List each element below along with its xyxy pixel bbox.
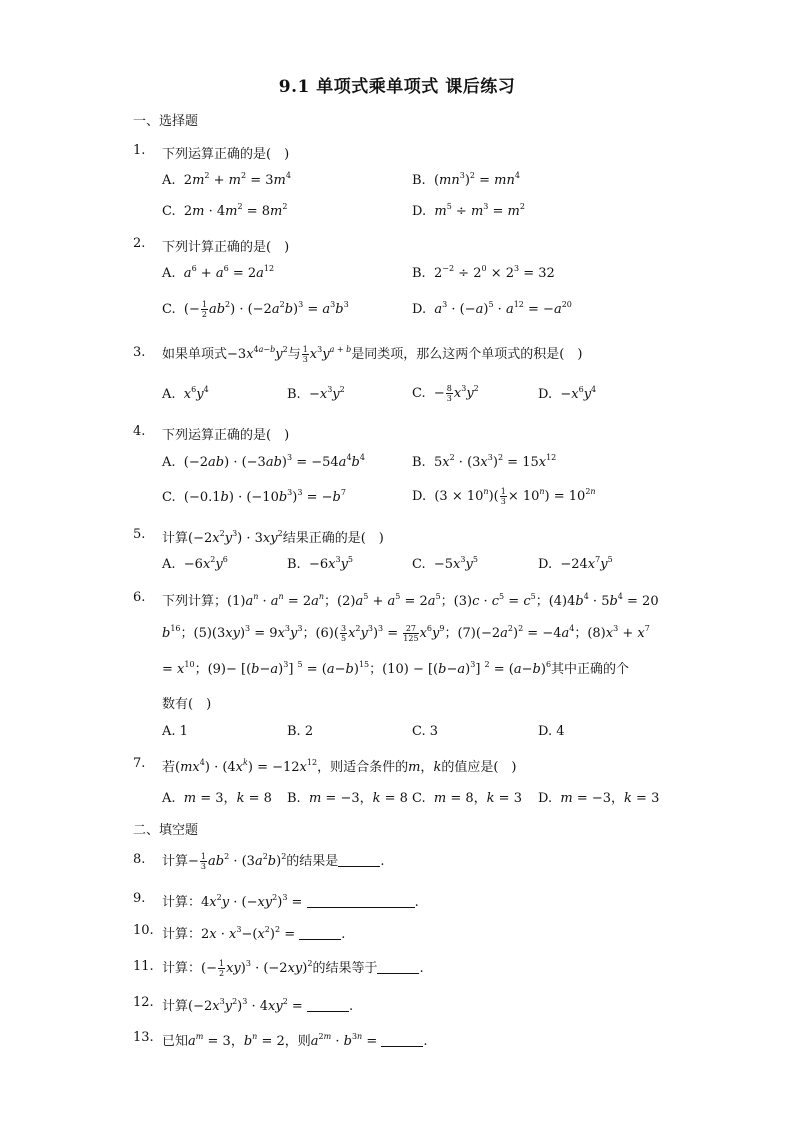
q9-number: 9. <box>133 891 146 906</box>
q13-mid: ， <box>230 1034 244 1049</box>
q4-option-d: D. $(3 \times 10^n)$( $\frac{1}{3}$ × $10^n) = 10^{2n}$ <box>412 487 596 506</box>
section-fill-heading: 二、填空题 <box>133 823 199 838</box>
q5-stem-post: 结果正确的是( ) <box>282 531 384 546</box>
q7-option-d: D. m = −3，k = 3 <box>538 791 660 806</box>
q8-number: 8. <box>133 852 146 867</box>
q7-stem-end: 的值应是( ) <box>441 760 517 775</box>
q2-number: 2. <box>133 236 146 251</box>
q5-option-c: C. $-5x^3y^5$ <box>412 555 478 572</box>
q7-stem: 若$(mx^4) \cdot (4x^k) = -12x^{12}$，则适合条件的m，k的值应是( ) <box>162 758 517 775</box>
q5-option-a: A. $-6x^2y^6$ <box>162 555 228 572</box>
q10-pre: 计算： <box>162 927 202 942</box>
q8-pre: 计算 <box>162 854 189 869</box>
q11-post: 的结果等于 <box>312 961 378 976</box>
q4-option-c: C. $(-0.1b) \cdot (-10b^3)^3 = -b^7$ <box>162 488 346 505</box>
q11-answer-blank[interactable] <box>377 961 419 974</box>
q2-option-b: B. $2^{-2} \div 2^0 \times 2^3 = 32$ <box>412 264 555 281</box>
q13-number: 13. <box>133 1030 154 1045</box>
q1-number: 1. <box>133 143 146 158</box>
q10-stem: 计算：$2x \cdot x^3-(x^2)^2$ = . <box>162 925 346 942</box>
q6-option-d: D. 4 <box>538 724 565 739</box>
q12-pre: 计算 <box>162 999 189 1014</box>
q6-line3: = $x^{10}$；$(9)- [(b-a)^3] ^5 = (a-b)^{15}$；$(10) - [(b-a)^3] ^2 = (a-b)^6$其中正确的个 <box>162 660 630 677</box>
q6-stem-pre: 下列计算； <box>162 594 228 609</box>
q7-option-b: B. m = −3，k = 8 <box>287 791 408 806</box>
q2-option-a: A. $a^6 + a^6 = 2a^{12}$ <box>162 264 275 281</box>
q8-post: 的结果是 <box>286 854 339 869</box>
q6-last-line: 数有( ) <box>162 697 212 712</box>
q3-stem: 如果单项式$-3x^{4a-b}y^2$与 $\frac{1}{3}$ $x^3y^{a + b}$是同类项，那么这两个单项式的积是( ) <box>162 345 583 364</box>
q13-pre: 已知 <box>162 1034 189 1049</box>
q1-option-a: A. $2m^2 + m^2 = 3m^4$ <box>162 171 291 188</box>
q5-option-d: D. $-24x^7y^5$ <box>538 555 613 572</box>
q5-stem: 计算$(-2x^2y^3) \cdot 3xy^2$结果正确的是( ) <box>162 529 384 546</box>
q11-stem: 计算：(− $\frac{1}{2}$ $xy)^3 \cdot (-2xy)^2$的结果等于 . <box>162 959 424 978</box>
q10-number: 10. <box>133 923 154 938</box>
q6-option-a: A. 1 <box>162 724 188 739</box>
q10-answer-blank[interactable] <box>299 927 341 940</box>
q6-line1: 下列计算；$(1)a^n \cdot a^n = 2a^n$；$(2)a^5 + a^5 = 2a^5$；$(3)c \cdot c^5 = c^5$；$(4)4b^4 \cdot 5b^4 = 20$ <box>162 592 659 609</box>
q2-stem: 下列计算正确的是( ) <box>162 240 290 255</box>
q12-number: 12. <box>133 995 154 1010</box>
q6-line2: $b^{16}$；$(5)(3xy)^3 = 9x^3y^3$；(6)( $\frac{3}{5}$ $x^2y^3)^3$ = $\frac{27}{125}$ $x^6y^9$；$(7)(-2a^2)^2 = -4a^4$；$(8)x^3 + x^7$ <box>162 624 650 643</box>
q4-option-a: A. $(-2ab) \cdot (-3ab)^3 = -54a^4b^4$ <box>162 453 365 470</box>
q5-number: 5. <box>133 527 146 542</box>
q3-option-a: A. $x^6y^4$ <box>162 385 209 402</box>
q9-end: . <box>414 895 419 910</box>
q5-option-b: B. $-6x^3y^5$ <box>287 555 354 572</box>
q13-end: . <box>423 1034 428 1049</box>
q7-option-c: C. m = 8，k = 3 <box>412 791 522 806</box>
q7-option-a: A. m = 3，k = 8 <box>162 791 272 806</box>
q11-end: . <box>419 961 424 976</box>
q3-stem-mid: 与 <box>287 347 301 362</box>
q8-end: . <box>380 854 385 869</box>
q3-option-b: B. $-x^3y^2$ <box>287 385 345 402</box>
q3-option-c: C. − $\frac{8}{3}$ $x^3y^2$ <box>412 384 479 403</box>
section-choice-heading: 一、选择题 <box>133 114 199 129</box>
q13-answer-blank[interactable] <box>381 1034 423 1047</box>
q7-stem-post: ，则适合条件的 <box>317 760 409 775</box>
q6-option-c: C. 3 <box>412 724 439 739</box>
q3-stem-post: 是同类项，那么这两个单项式的积是( ) <box>351 347 583 362</box>
q10-end: . <box>341 927 346 942</box>
q3-option-d: D. $-x^6y^4$ <box>538 385 597 402</box>
q4-option-b: B. $5x^2 \cdot (3x^3)^2 = 15x^{12}$ <box>412 453 557 470</box>
q9-answer-blank[interactable] <box>307 895 415 908</box>
q4-number: 4. <box>133 424 146 439</box>
q4-stem: 下列运算正确的是( ) <box>162 428 290 443</box>
q6-option-b: B. 2 <box>287 724 314 739</box>
q11-pre: 计算： <box>162 961 202 976</box>
q9-stem: 计算：$4x^2y \cdot (-xy^2)^3$ = . <box>162 893 419 910</box>
q12-end: . <box>348 999 354 1014</box>
q3-number: 3. <box>133 345 146 360</box>
q12-stem: 计算$(-2x^3y^2)^3 \cdot 4xy^2$ = . <box>162 997 354 1014</box>
q13-stem: 已知$a^m = 3$，$b^n = 2$，则$a^{2m} \cdot b^{3n}$ = . <box>162 1032 428 1049</box>
q1-option-c: C. $2m \cdot 4m^2 = 8m^2$ <box>162 202 288 219</box>
q12-answer-blank[interactable] <box>307 999 349 1012</box>
q1-option-b: B. $(mn^3)^2 = mn^4$ <box>412 171 520 188</box>
q7-stem-pre: 若 <box>162 760 176 775</box>
q6-stem-end: 其中正确的个 <box>551 662 630 677</box>
q2-option-c: C. (− $\frac{1}{2}$ $ab^2) \cdot (-2a^2b)^3 = a^3b^3$ <box>162 300 349 319</box>
q5-stem-pre: 计算 <box>162 531 189 546</box>
q3-stem-pre: 如果单项式 <box>162 347 228 362</box>
q1-stem: 下列运算正确的是( ) <box>162 147 290 162</box>
q8-answer-blank[interactable] <box>338 854 380 867</box>
q11-number: 11. <box>133 959 154 974</box>
q6-number: 6. <box>133 590 146 605</box>
q9-pre: 计算： <box>162 895 202 910</box>
q1-option-d: D. $m^5 \div m^3 = m^2$ <box>412 202 525 219</box>
q7-number: 7. <box>133 756 146 771</box>
page-title: 9.1 单项式乘单项式 课后练习 <box>278 77 516 97</box>
q8-stem: 计算− $\frac{1}{3}$ $ab^2 \cdot (3a^2b)^2$的结果是 . <box>162 852 385 871</box>
q2-option-d: D. $a^3 \cdot (-a)^5 \cdot a^{12} = -a^{20}$ <box>412 300 572 317</box>
q13-mid2: ，则 <box>284 1034 311 1049</box>
